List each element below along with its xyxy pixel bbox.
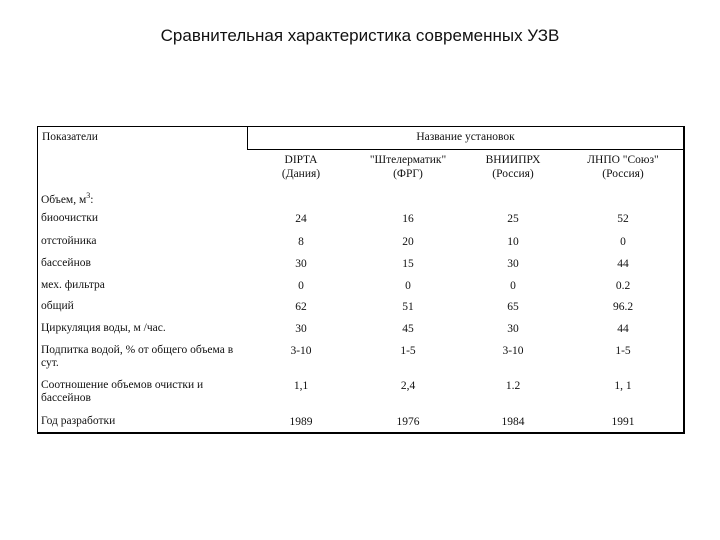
table-cell: 1984 <box>501 416 525 428</box>
table-cell: 45 <box>402 323 414 335</box>
table-cell: 15 <box>402 258 414 270</box>
row-label: Подпитка водой, % от общего объема в сут. <box>41 344 234 369</box>
table-cell: 8 <box>298 236 304 248</box>
column-country: (Россия) <box>602 168 644 180</box>
row-label: отстойника <box>41 235 97 247</box>
column-header-vniiprh <box>458 153 568 181</box>
table-cell: 2,4 <box>400 380 416 392</box>
table-cell: 1-5 <box>400 345 416 357</box>
column-header-lnpo-soyuz <box>568 153 678 181</box>
column-country: (ФРГ) <box>393 168 423 180</box>
table-cell: 0 <box>620 236 626 248</box>
table-cell: 10 <box>507 236 519 248</box>
column-header-stellermatik <box>353 153 463 181</box>
header-installations: Название установок <box>416 131 515 143</box>
row-label: Год разработки <box>41 415 116 427</box>
column-country: (Дания) <box>281 168 321 180</box>
table-cell: 62 <box>295 301 307 313</box>
table-cell: 30 <box>295 323 307 335</box>
table-cell: 1989 <box>289 416 313 428</box>
table-cell: 52 <box>617 213 629 225</box>
column-header-dipta <box>246 153 356 181</box>
section-volume-suffix: : <box>90 193 94 206</box>
section-volume-label <box>41 189 251 207</box>
table-cell: 96.2 <box>612 301 634 313</box>
table-cell: 30 <box>507 258 519 270</box>
row-label: Соотношение объемов очистки и бассейнов <box>41 379 204 404</box>
column-name: ЛНПО "Союз" <box>587 154 659 166</box>
table-cell: 1991 <box>611 416 635 428</box>
table-cell: 3-10 <box>290 345 312 357</box>
table-cell: 65 <box>507 301 519 313</box>
table-cell: 44 <box>617 323 629 335</box>
table-cell: 0 <box>405 280 411 292</box>
page-title: Сравнительная характеристика современных УЗВ <box>160 26 560 45</box>
table-cell: 16 <box>402 213 414 225</box>
table-cell: 0.2 <box>615 280 631 292</box>
table-cell: 30 <box>295 258 307 270</box>
table-cell: 1.2 <box>505 380 521 392</box>
row-label: Циркуляция воды, м /час. <box>41 322 166 334</box>
header-indicators: Показатели <box>42 131 98 143</box>
row-label: бассейнов <box>41 257 91 269</box>
table-cell: 3-10 <box>502 345 524 357</box>
column-name: DIPTA <box>284 154 318 166</box>
table-cell: 1, 1 <box>614 380 632 392</box>
row-label: биоочистки <box>41 212 99 224</box>
column-country: (Россия) <box>492 168 534 180</box>
header-divider-horizontal <box>247 149 684 150</box>
section-volume-text: Объем, м <box>41 193 87 206</box>
table-cell: 25 <box>507 213 519 225</box>
table-cell: 1,1 <box>293 380 309 392</box>
table-cell: 20 <box>402 236 414 248</box>
comparison-table <box>37 126 685 434</box>
table-cell: 0 <box>510 280 516 292</box>
column-name: "Штелерматик" <box>369 154 447 166</box>
table-cell: 24 <box>295 213 307 225</box>
table-cell: 30 <box>507 323 519 335</box>
table-cell: 1976 <box>396 416 420 428</box>
row-label: мех. фильтра <box>41 279 105 291</box>
row-label: общий <box>41 300 74 312</box>
column-name: ВНИИПРХ <box>485 154 541 166</box>
section-volume-unit-sup: 3 <box>86 191 91 200</box>
table-cell: 0 <box>298 280 304 292</box>
table-cell: 51 <box>402 301 414 313</box>
table-cell: 44 <box>617 258 629 270</box>
table-cell: 1-5 <box>615 345 631 357</box>
